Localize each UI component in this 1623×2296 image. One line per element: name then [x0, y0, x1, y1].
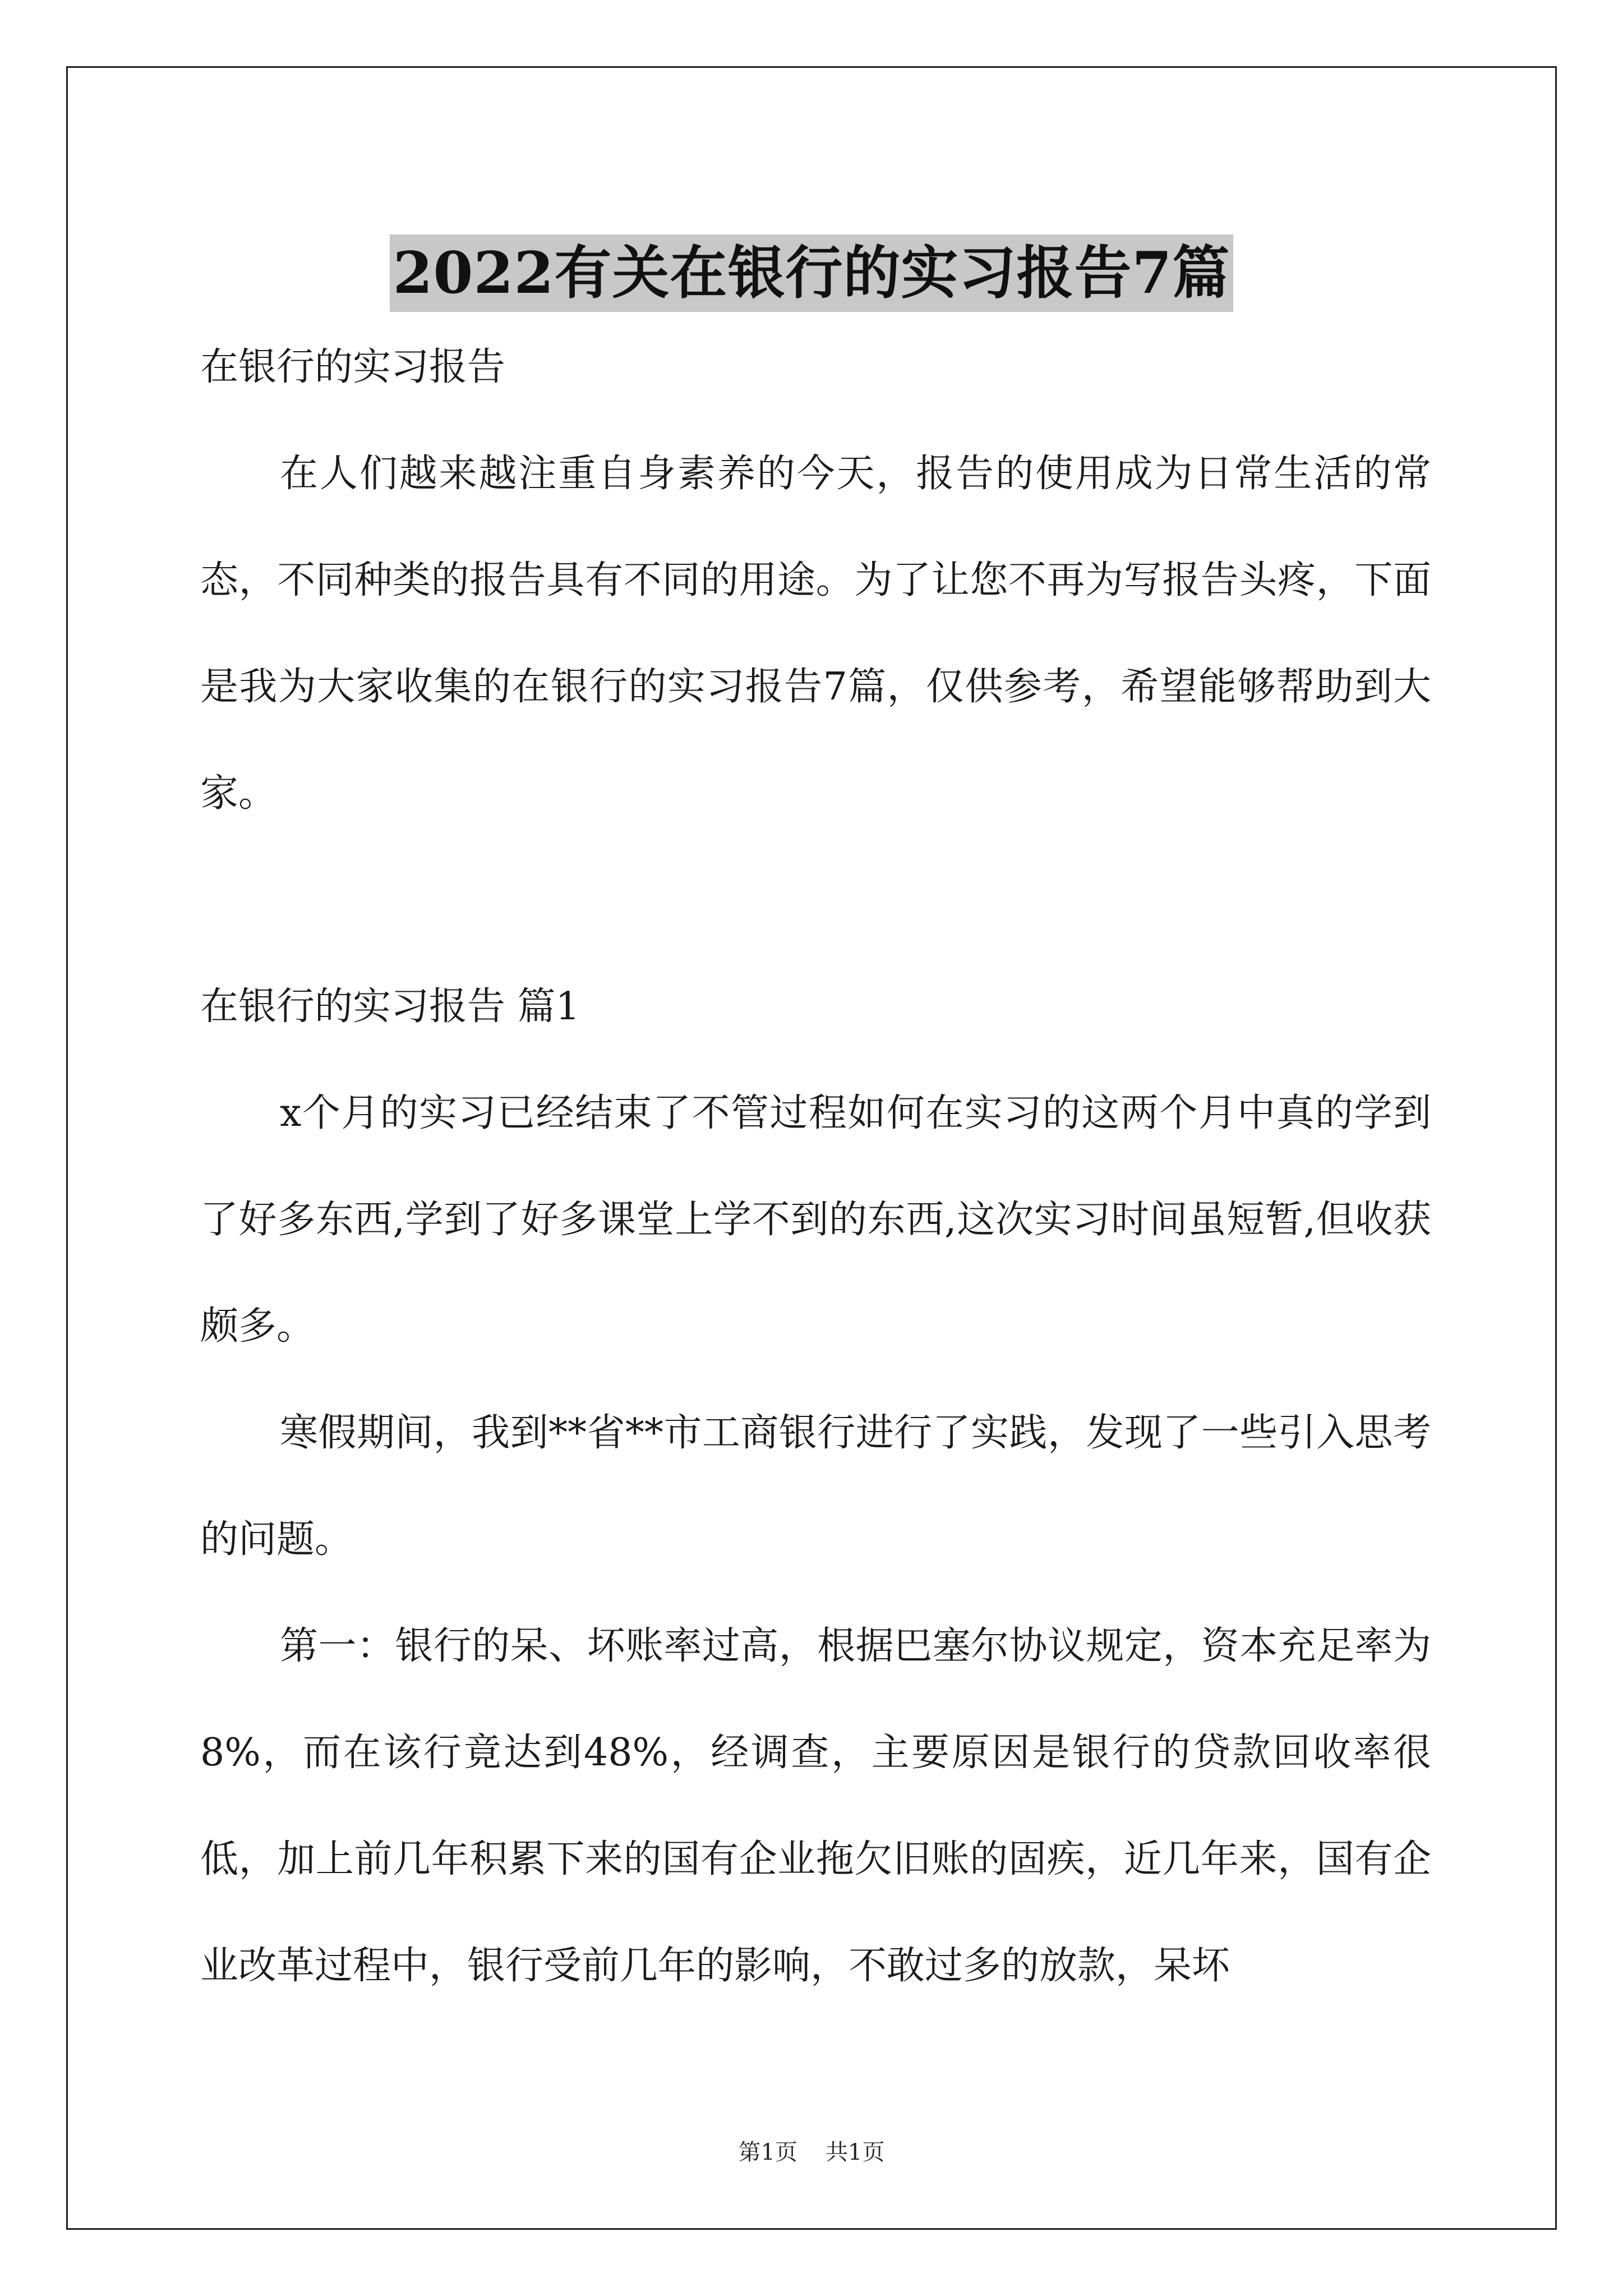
page-footer	[0, 2134, 1623, 2166]
section1-paragraph-1: x个月的实习已经结束了不管过程如何在实习的这两个月中真的学到了好多东西,学到了好多课堂上学不到的东西,这次实习时间虽短暂,但收获颇多。	[200, 1091, 1431, 1349]
intro-paragraph: 在人们越来越注重自身素养的今天，报告的使用成为日常生活的常态，不同种类的报告具有不同的用途。为了让您不再为写报告头疼，下面是我为大家收集的在银行的实习报告7篇，仅供参考，希望能够帮助到大家。	[200, 452, 1431, 816]
section1-paragraph-3: 第一：银行的呆、坏账率过高，根据巴塞尔协议规定，资本充足率为8%，而在该行竟达到48%，经调查，主要原因是银行的贷款回收率很低，加上前几年积累下来的国有企业拖欠旧账的固疾，近几年来，国有企业改革过程中，银行受前几年的影响，不敢过多的放款，呆坏	[200, 1624, 1431, 1988]
document-body	[200, 314, 1431, 2019]
section1-heading: 在银行的实习报告 篇1	[200, 984, 580, 1029]
intro-heading: 在银行的实习报告	[200, 345, 506, 389]
section1-paragraph-2: 寒假期间，我到**省**市工商银行进行了实践，发现了一些引入思考的问题。	[200, 1411, 1431, 1562]
page-total: 共1页	[826, 2139, 885, 2165]
page-number: 第1页	[738, 2139, 797, 2165]
document-title: 2022有关在银行的实习报告7篇	[390, 234, 1234, 312]
section-spacer	[200, 847, 1431, 954]
